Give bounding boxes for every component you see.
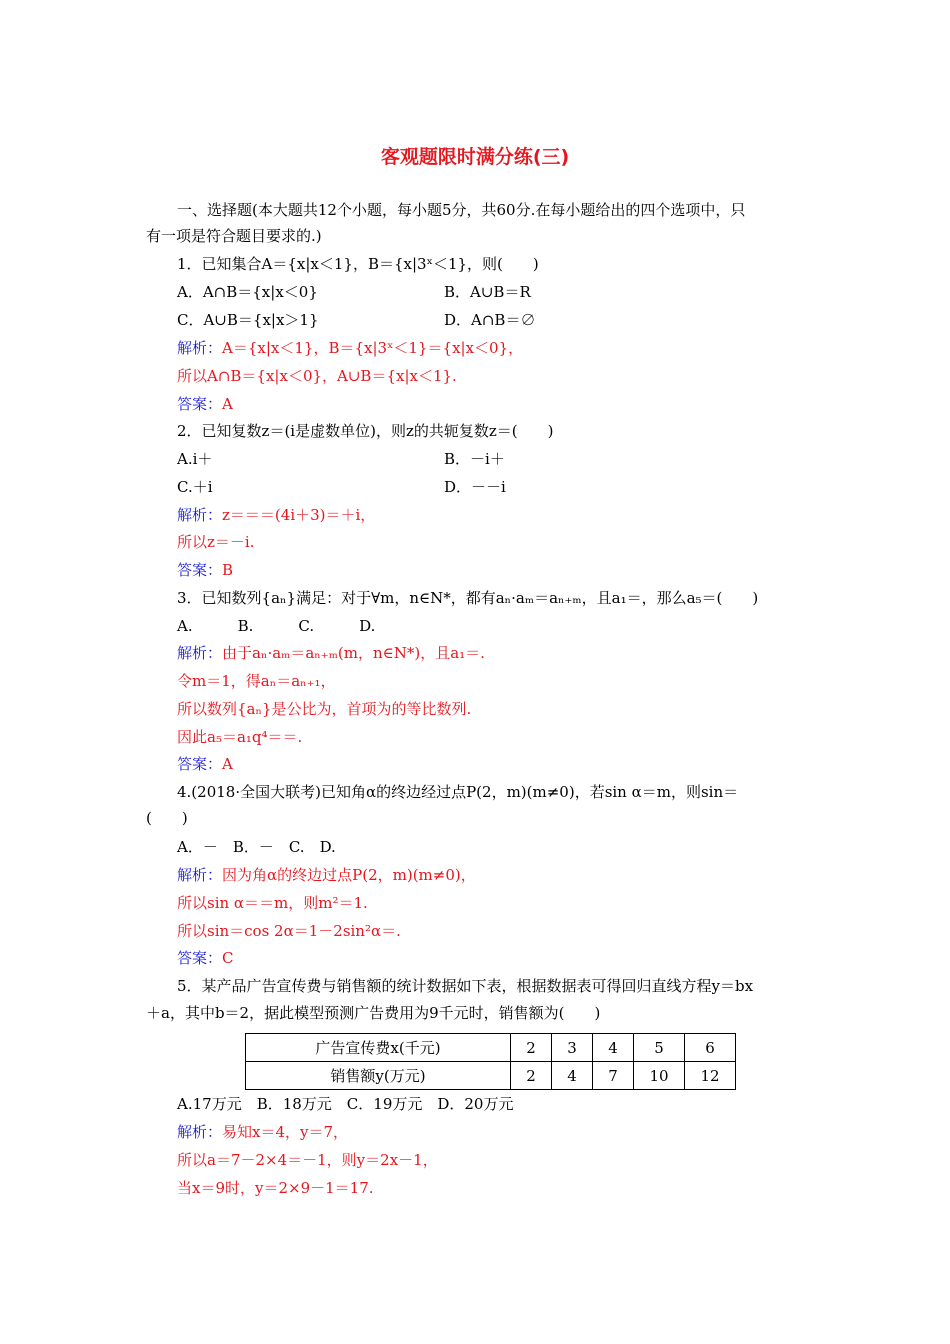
page-title: 客观题限时满分练(三) bbox=[380, 146, 570, 168]
table-row bbox=[246, 1034, 736, 1062]
q3-solution-line-1 bbox=[177, 643, 485, 663]
q2-option-c: C.＋i bbox=[177, 478, 213, 496]
q1-answer bbox=[177, 394, 233, 414]
q4-stem-line-1: 4.(2018·全国大联考)已知角α的终边经过点P(2，m)(m≠0)，若sin α＝m，则sin＝ bbox=[177, 783, 739, 801]
q2-answer bbox=[177, 560, 233, 580]
answer-value: A bbox=[222, 395, 233, 413]
answer-label: 答案： bbox=[177, 755, 223, 773]
table-cell: 10 bbox=[634, 1062, 685, 1090]
solution-text: 因为角α的终边过点P(2，m)(m≠0)， bbox=[222, 866, 476, 884]
q3-solution-line-3: 所以数列{aₙ}是公比为，首项为的等比数列. bbox=[177, 700, 472, 718]
table-row bbox=[246, 1062, 736, 1090]
q1-option-d: D．A∩B＝∅ bbox=[444, 311, 536, 329]
table-cell: 3 bbox=[552, 1034, 593, 1062]
solution-text: 易知x＝4，y＝7， bbox=[222, 1123, 349, 1141]
answer-label: 答案： bbox=[177, 561, 223, 579]
answer-value: A bbox=[222, 755, 233, 773]
answer-value: C bbox=[222, 949, 234, 967]
q4-stem-line-2: ( ) bbox=[146, 809, 188, 827]
q3-stem: 3．已知数列{aₙ}满足：对于∀m，n∈N*，都有aₙ·aₘ＝aₙ₊ₘ，且a₁＝，那么a₅＝( ) bbox=[177, 589, 759, 607]
q1-option-c: C．A∪B＝{x|x＞1} bbox=[177, 311, 319, 329]
q2-solution-line-2: 所以z＝－i. bbox=[177, 533, 255, 551]
q1-solution-line-1 bbox=[177, 338, 523, 358]
q4-solution-line-3: 所以sin＝cos 2α＝1－2sin²α＝. bbox=[177, 922, 401, 940]
answer-value: B bbox=[222, 561, 234, 579]
q1-solution-line-2: 所以A∩B＝{x|x＜0}，A∪B＝{x|x＜1}. bbox=[177, 367, 457, 385]
solution-label: 解析： bbox=[177, 644, 223, 662]
solution-text: z＝＝＝(4i＋3)＝＋i， bbox=[222, 506, 376, 524]
q5-solution-line-1 bbox=[177, 1122, 348, 1142]
q3-options: A. B. C. D. bbox=[177, 617, 376, 635]
answer-label: 答案： bbox=[177, 395, 223, 413]
q3-solution-line-2: 令m＝1，得aₙ＝aₙ₊₁， bbox=[177, 672, 336, 690]
table-cell: 7 bbox=[593, 1062, 634, 1090]
table-cell: 2 bbox=[511, 1062, 552, 1090]
table-cell: 5 bbox=[634, 1034, 685, 1062]
solution-label: 解析： bbox=[177, 1123, 223, 1141]
q2-option-b: B．－i＋ bbox=[444, 450, 505, 468]
solution-text: A＝{x|x＜1}，B＝{x|3ˣ＜1}＝{x|x＜0}， bbox=[222, 339, 524, 357]
table-cell: 6 bbox=[685, 1034, 736, 1062]
table-cell: 4 bbox=[593, 1034, 634, 1062]
intro-line-1: 一、选择题(本大题共12个小题，每小题5分，共60分.在每小题给出的四个选项中，只 bbox=[177, 201, 746, 219]
table-cell: 销售额y(万元) bbox=[246, 1062, 511, 1090]
answer-label: 答案： bbox=[177, 949, 223, 967]
q4-answer bbox=[177, 948, 234, 968]
table-cell: 12 bbox=[685, 1062, 736, 1090]
q5-stem-line-1: 5．某产品广告宣传费与销售额的统计数据如下表，根据数据表可得回归直线方程y＝bx bbox=[177, 977, 754, 995]
q3-answer bbox=[177, 754, 233, 774]
q2-stem: 2．已知复数z＝(i是虚数单位)，则z的共轭复数z＝( ) bbox=[177, 422, 554, 440]
q3-solution-line-4: 因此a₅＝a₁q⁴＝＝. bbox=[177, 728, 303, 746]
table-cell: 广告宣传费x(千元) bbox=[246, 1034, 511, 1062]
q5-solution-line-2: 所以a＝7－2×4＝－1，则y＝2x－1， bbox=[177, 1151, 438, 1169]
q5-options: A.17万元 B．18万元 C．19万元 D．20万元 bbox=[177, 1095, 514, 1113]
q2-option-d: D．－－i bbox=[444, 478, 506, 496]
table-cell: 4 bbox=[552, 1062, 593, 1090]
q4-solution-line-1 bbox=[177, 865, 476, 885]
intro-line-2: 有一项是符合题目要求的.) bbox=[146, 227, 322, 245]
q4-options: A．－ B．－ C. D. bbox=[177, 838, 336, 856]
stat-table bbox=[245, 1033, 736, 1090]
q1-option-b: B．A∪B＝R bbox=[444, 283, 531, 301]
q2-option-a: A.i＋ bbox=[177, 450, 213, 468]
q5-solution-line-3: 当x＝9时，y＝2×9－1＝17. bbox=[177, 1179, 374, 1197]
q1-stem: 1．已知集合A＝{x|x＜1}，B＝{x|3ˣ＜1}，则( ) bbox=[177, 255, 539, 273]
q2-solution-line-1 bbox=[177, 505, 375, 525]
q4-solution-line-2: 所以sin α＝＝m，则m²＝1. bbox=[177, 894, 368, 912]
solution-label: 解析： bbox=[177, 866, 223, 884]
solution-label: 解析： bbox=[177, 506, 223, 524]
q1-option-a: A．A∩B＝{x|x＜0} bbox=[177, 283, 318, 301]
q5-stem-line-2: ＋a，其中b＝2，据此模型预测广告费用为9千元时，销售额为( ) bbox=[146, 1004, 601, 1022]
solution-label: 解析： bbox=[177, 339, 223, 357]
table-cell: 2 bbox=[511, 1034, 552, 1062]
solution-text: 由于aₙ·aₘ＝aₙ₊ₘ(m，n∈N*)，且a₁＝. bbox=[222, 644, 485, 662]
